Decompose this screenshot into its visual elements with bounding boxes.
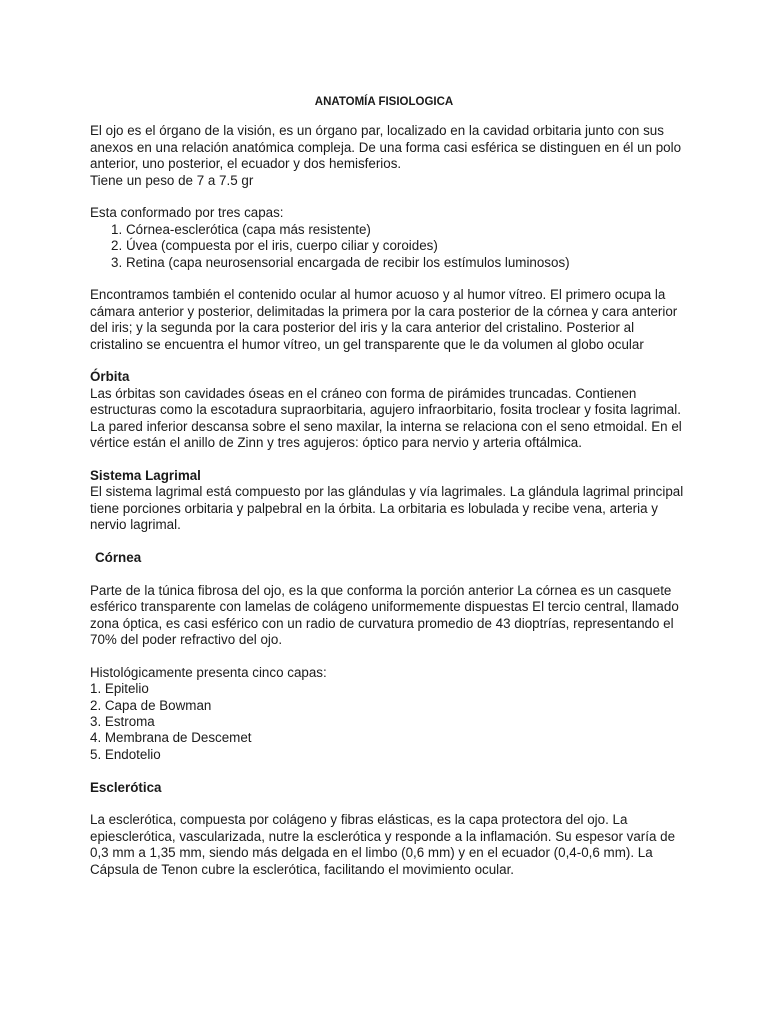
weight-line: Tiene un peso de 7 a 7.5 gr <box>90 172 254 188</box>
list-item <box>90 238 690 254</box>
list-item: 5. Endotelio <box>90 746 161 762</box>
esclerotica-paragraph: La esclerótica, compuesta por colágeno y fibras elásticas, es la capa protectora del ojo. La epiesclerótica, vascularizada, nutre la esclerótica y responde a la inflamación. Su espesor varía de 0,3 mm a 1,35 mm, siendo más delgada en el limbo (0,6 mm) y en el ecuador (0,4-0,6 mm). La Cápsula de Tenon cubre la esclerótica, facilitando el movimiento ocular. <box>90 812 676 877</box>
layers-intro: Esta conformado por tres capas: <box>90 205 284 221</box>
intro-paragraph: El ojo es el órgano de la visión, es un órgano par, localizado en la cavidad orbitaria junto con sus anexos en una relación anatómica compleja. De una forma casi esférica se distinguen en él un polo anterior, uno posterior, el ecuador y dos hemisferios. <box>90 123 682 172</box>
spacer <box>90 189 690 205</box>
layers-list <box>90 222 690 271</box>
list-item: 2. Capa de Bowman <box>90 697 212 713</box>
histology-list <box>90 681 690 763</box>
document-page <box>90 94 690 878</box>
spacer <box>90 796 690 812</box>
list-item <box>90 255 690 271</box>
orbita-paragraph: Las órbitas son cavidades óseas en el cráneo con forma de pirámides truncadas. Contienen estructuras como la escotadura supraorbitaria, agujero infraorbitario, fosita troclear y fosita lagrimal. La pared inferior descansa sobre el seno maxilar, la interna se relaciona con el seno etmoidal. En el vértice están el anillo de Zinn y tres agujeros: óptico para nervio y arteria oftálmica. <box>90 385 682 451</box>
list-number: 2. <box>111 238 123 254</box>
list-text: Úvea (compuesta por el iris, cuerpo ciliar y coroides) <box>126 238 438 254</box>
list-text: Córnea-esclerótica (capa más resistente) <box>126 221 371 237</box>
spacer <box>90 763 690 779</box>
list-item: 3. Estroma <box>90 713 155 729</box>
ocular-content-paragraph: Encontramos también el contenido ocular al humor acuoso y al humor vítreo. El primero ocupa la cámara anterior y posterior, delimitadas la primera por la cara posterior de la córnea y cara anterior del iris; y la segunda por la cara posterior del iris y la cara anterior del cristalino. Posterior al cristalino se encuentra el humor vítreo, un gel transparente que le da volumen al globo ocular <box>90 287 678 352</box>
lagrimal-paragraph: El sistema lagrimal está compuesto por las glándulas y vía lagrimales. La glándula lagrimal principal tiene porciones orbitaria y palpebral en la órbita. La orbitaria es lobulada y recibe vena, arteria y nervio lagrimal. <box>90 484 684 533</box>
list-item: 4. Membrana de Descemet <box>90 730 252 746</box>
cornea-paragraph: Parte de la túnica fibrosa del ojo, es la que conforma la porción anterior La córnea es un casquete esférico transparente con lamelas de colágeno uniformemente dispuestas El tercio central, llamado zona óptica, es casi esférico con un radio de curvatura promedio de 43 dioptrías, representando el 70% del poder refractivo del ojo. <box>90 582 679 647</box>
section-heading-cornea: Córnea <box>95 549 142 565</box>
document-title: ANATOMÍA FISIOLOGICA <box>314 96 454 108</box>
section-heading-orbita: Órbita <box>90 369 130 385</box>
spacer <box>90 648 690 664</box>
section-heading-esclerotica: Esclerótica <box>90 779 162 795</box>
spacer <box>90 271 690 287</box>
list-text: Retina (capa neurosensorial encargada de recibir los estímulos luminosos) <box>126 254 570 270</box>
spacer <box>90 353 690 369</box>
list-item: 1. Epitelio <box>90 681 149 697</box>
list-item <box>90 222 690 238</box>
spacer <box>90 566 690 582</box>
list-number: 3. <box>111 254 123 270</box>
spacer <box>90 451 690 467</box>
spacer <box>90 534 690 550</box>
list-number: 1. <box>111 221 123 237</box>
histology-intro: Histológicamente presenta cinco capas: <box>90 664 327 680</box>
section-heading-lagrimal: Sistema Lagrimal <box>90 467 201 483</box>
